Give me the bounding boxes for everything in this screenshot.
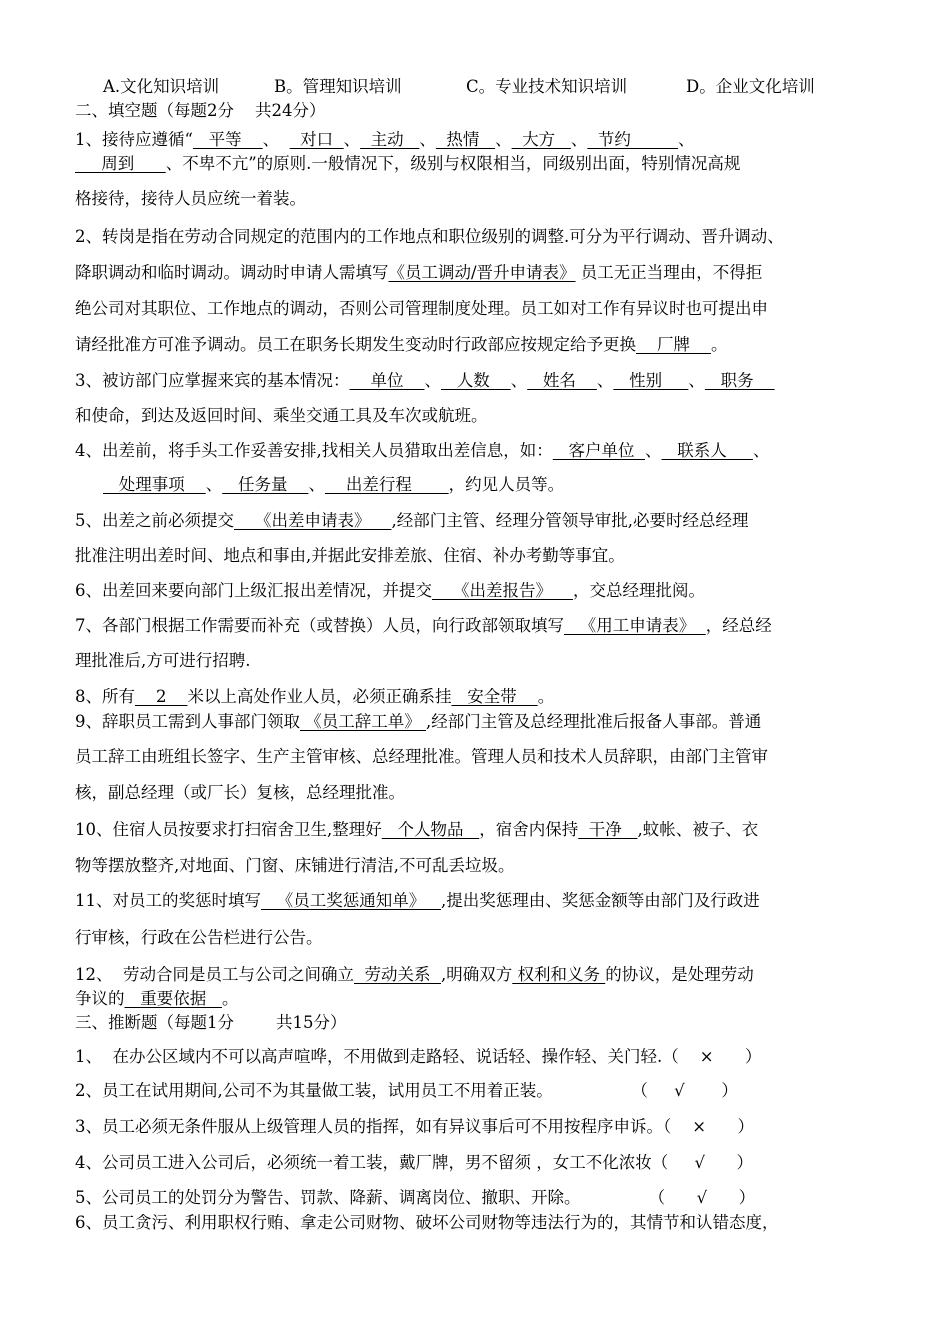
q3-sep-1: 、	[424, 371, 441, 390]
q3-answer-4: 性别	[613, 371, 689, 390]
option-b: B。管理知识培训	[274, 77, 402, 96]
q3-prefix: 3、被访部门应掌握来宾的基本情况：	[75, 371, 350, 390]
section-3-title: 三、推断题（每题1分 共15分）	[75, 1013, 347, 1032]
question-9-line-2: 员工辞工由班组长签字、生产主管审核、总经理批准。管理人员和技术人员辞职，由部门主管审	[75, 747, 768, 766]
question-5-line-1	[75, 510, 890, 532]
q4-sep-3: 、	[205, 475, 223, 494]
q4-answer-2: 联系人	[661, 441, 753, 460]
q1-answer-3: 主动	[360, 130, 420, 149]
question-8-line-1	[75, 686, 890, 708]
q1-answer-4: 热情	[435, 130, 496, 149]
judgment-1: 1、 在办公区域内不可以高声喧哗，不用做到走路轻、说话轻、操作轻、关门轻.（ × ）	[75, 1047, 762, 1066]
q9-answer-1: 《员工辞工单》	[300, 712, 426, 731]
q4-answer-3: 处理事项	[103, 475, 206, 494]
q4-text-2: ，约见人员等。	[448, 475, 565, 494]
question-5-line-2: 批准注明出差时间、地点和事由,并据此安排差旅、住宿、补办考勤等事宜。	[75, 546, 625, 565]
q12-answer-1: 劳动关系	[354, 965, 441, 984]
question-12-line-1	[75, 964, 890, 986]
q1-sep-3: 、	[419, 130, 436, 149]
q3-sep-2: 、	[510, 371, 528, 390]
q3-sep-3: 、	[596, 371, 614, 390]
q12-text-3: 的协议，是处理劳动	[605, 965, 754, 984]
q4-sep-4: 、	[308, 475, 325, 494]
q1-sep-6: 、	[678, 130, 695, 149]
q11-text-2: ,提出奖惩理由、奖惩金额等由部门及行政进	[440, 891, 760, 910]
q5-prefix: 5、出差之前必须提交	[75, 511, 234, 530]
q8-text-2: 米以上高处作业人员，必须正确系挂	[187, 687, 452, 706]
q2-text-b: 员工无正当理由，不得拒	[575, 263, 763, 282]
question-3-line-1	[75, 370, 890, 392]
q4-answer-4: 任务量	[222, 475, 309, 494]
q1-answer-1: 平等	[192, 130, 263, 149]
q2-text-d: 。	[710, 335, 728, 354]
q11-prefix: 11、对员工的奖惩时填写	[75, 891, 261, 910]
question-7-line-1	[75, 615, 890, 637]
q8-text-3: 。	[537, 687, 555, 706]
option-c: C。专业技术知识培训	[466, 77, 628, 96]
question-9-line-3: 核，副总经理（或厂长）复核，总经理批准。	[75, 783, 405, 802]
question-12-line-2	[75, 988, 890, 1010]
q7-prefix: 7、各部门根据工作需要而补充（或替换）人员，向行政部领取填写	[75, 616, 564, 635]
q8-answer-2: 安全带	[451, 687, 538, 706]
q4-sep-2: 、	[752, 441, 770, 460]
q1-prefix: 1、接待应遵循“	[75, 130, 193, 149]
q10-answer-2: 干净	[578, 820, 638, 839]
q10-answer-1: 个人物品	[381, 820, 480, 839]
question-4-line-2	[103, 474, 883, 496]
section-2-title: 二、填空题（每题2分 共24分）	[75, 101, 326, 120]
question-2-line-3: 绝公司对其职位、工作地点的调动，否则公司管理制度处理。员工如对工作有异议时也可提出申	[75, 299, 768, 318]
q7-text-2: ，经总经	[705, 616, 772, 635]
q4-answer-5: 出差行程	[324, 475, 449, 494]
q8-answer-1: 2	[135, 687, 188, 706]
q12-text-5: 。	[221, 989, 239, 1008]
q3-answer-5: 职务	[704, 371, 775, 390]
q2-answer-2: 厂牌	[636, 335, 711, 354]
q6-prefix: 6、出差回来要向部门上级汇报出差情况，并提交	[75, 581, 432, 600]
q12-text-2: ,明确双方	[440, 965, 513, 984]
question-10-line-1	[75, 819, 890, 841]
question-2-line-4	[75, 334, 890, 356]
q12-answer-3: 重要依据	[124, 989, 222, 1008]
q2-text-c: 请经批准方可准予调动。员工在职务长期发生变动时行政部应按规定给予更换	[75, 335, 636, 354]
q5-answer-1: 《出差申请表》	[234, 511, 392, 530]
q3-answer-2: 人数	[440, 371, 511, 390]
q5-text-2: ,经部门主管、经理分管领导审批,必要时经总经理	[391, 511, 749, 530]
q1-answer-5: 大方	[511, 130, 571, 149]
q10-text-2: ，宿舍内保持	[479, 820, 579, 839]
q2-text-a: 降职调动和临时调动。调动时申请人需填写	[75, 263, 389, 282]
q1-answer-6: 节约	[587, 130, 679, 149]
q1-sep-1: 、	[262, 130, 290, 149]
judgment-5: 5、公司员工的处罚分为警告、罚款、降薪、调离岗位、撤职、开除。 （ √ ）	[75, 1188, 756, 1207]
q1-sep-2: 、	[343, 130, 361, 149]
question-4-line-1	[75, 440, 890, 462]
q1-answer-7: 周到	[75, 154, 166, 173]
q11-answer-1: 《员工奖惩通知单》	[261, 891, 441, 910]
q3-answer-3: 姓名	[527, 371, 597, 390]
judgment-4: 4、公司员工进入公司后，必须统一着工装，戴厂牌，男不留须 ，女工不化浓妆（ √ ）	[75, 1153, 753, 1172]
judgment-2: 2、员工在试用期间,公司不为其量做工装，试用员工不用着正装。 （ √ ）	[75, 1081, 738, 1100]
q6-answer-1: 《出差报告》	[432, 581, 573, 600]
question-1-line-3: 格接待，接待人员应统一着装。	[75, 189, 306, 208]
q12-prefix: 12、 劳动合同是员工与公司之间确立	[75, 965, 354, 984]
question-2-line-2	[75, 262, 890, 284]
question-10-line-2: 物等摆放整齐,对地面、门窗、床铺进行清洁,不可乱丢垃圾。	[75, 856, 515, 875]
q1-sep-5: 、	[570, 130, 588, 149]
q9-prefix: 9、辞职员工需到人事部门领取	[75, 712, 300, 731]
q3-answer-1: 单位	[349, 371, 425, 390]
q7-answer-1: 《用工申请表》	[564, 616, 706, 635]
q10-prefix: 10、住宿人员按要求打扫宿舍卫生,整理好	[75, 820, 382, 839]
q4-answer-1: 客户单位	[552, 441, 645, 460]
q6-text-2: ，交总经理批阅。	[572, 581, 705, 600]
q4-sep-1: 、	[644, 441, 662, 460]
option-a: A.文化知识培训	[103, 77, 220, 96]
q10-text-3: ,蚊帐、被子、衣	[637, 820, 759, 839]
question-6-line-1	[75, 580, 890, 602]
question-7-line-2: 理批准后,方可进行招聘.	[75, 651, 251, 670]
q1-text-2: 、不卑不亢”的原则.一般情况下，级别与权限相当，同级别出面，特别情况高规	[165, 154, 741, 173]
question-9-line-1	[75, 711, 890, 733]
question-2-line-1: 2、转岗是指在劳动合同规定的范围内的工作地点和职位级别的调整.可分为平行调动、晋升调动、	[75, 227, 784, 246]
q3-sep-4: 、	[688, 371, 705, 390]
q1-sep-4: 、	[495, 130, 512, 149]
question-11-line-1	[75, 890, 890, 912]
option-d: D。企业文化培训	[686, 77, 815, 96]
q2-answer-1: 《员工调动/晋升申请表》	[388, 263, 576, 282]
question-3-line-2: 和使命，到达及返回时间、乘坐交通工具及车次或航班。	[75, 406, 488, 425]
q9-text-2: ,经部门主管及总经理批准后报备人事部。普通	[426, 712, 762, 731]
question-1-line-1	[75, 129, 890, 151]
q4-prefix: 4、出差前，将手头工作妥善安排,找相关人员猎取出差信息，如：	[75, 441, 553, 460]
q8-prefix: 8、所有	[75, 687, 135, 706]
judgment-3: 3、员工必须无条件服从上级管理人员的指挥，如有异议事后可不用按程序申诉。（ × ）	[75, 1117, 755, 1136]
question-11-line-2: 行审核，行政在公告栏进行公告。	[75, 928, 323, 947]
question-1-line-2	[75, 153, 890, 175]
q12-text-4: 争议的	[75, 989, 125, 1008]
q12-answer-2: 权利和义务	[512, 965, 606, 984]
judgment-6: 6、员工贪污、利用职权行贿、拿走公司财物、破坏公司财物等违法行为的，其情节和认错态度，	[75, 1213, 779, 1232]
q1-answer-2: 对口	[289, 130, 344, 149]
